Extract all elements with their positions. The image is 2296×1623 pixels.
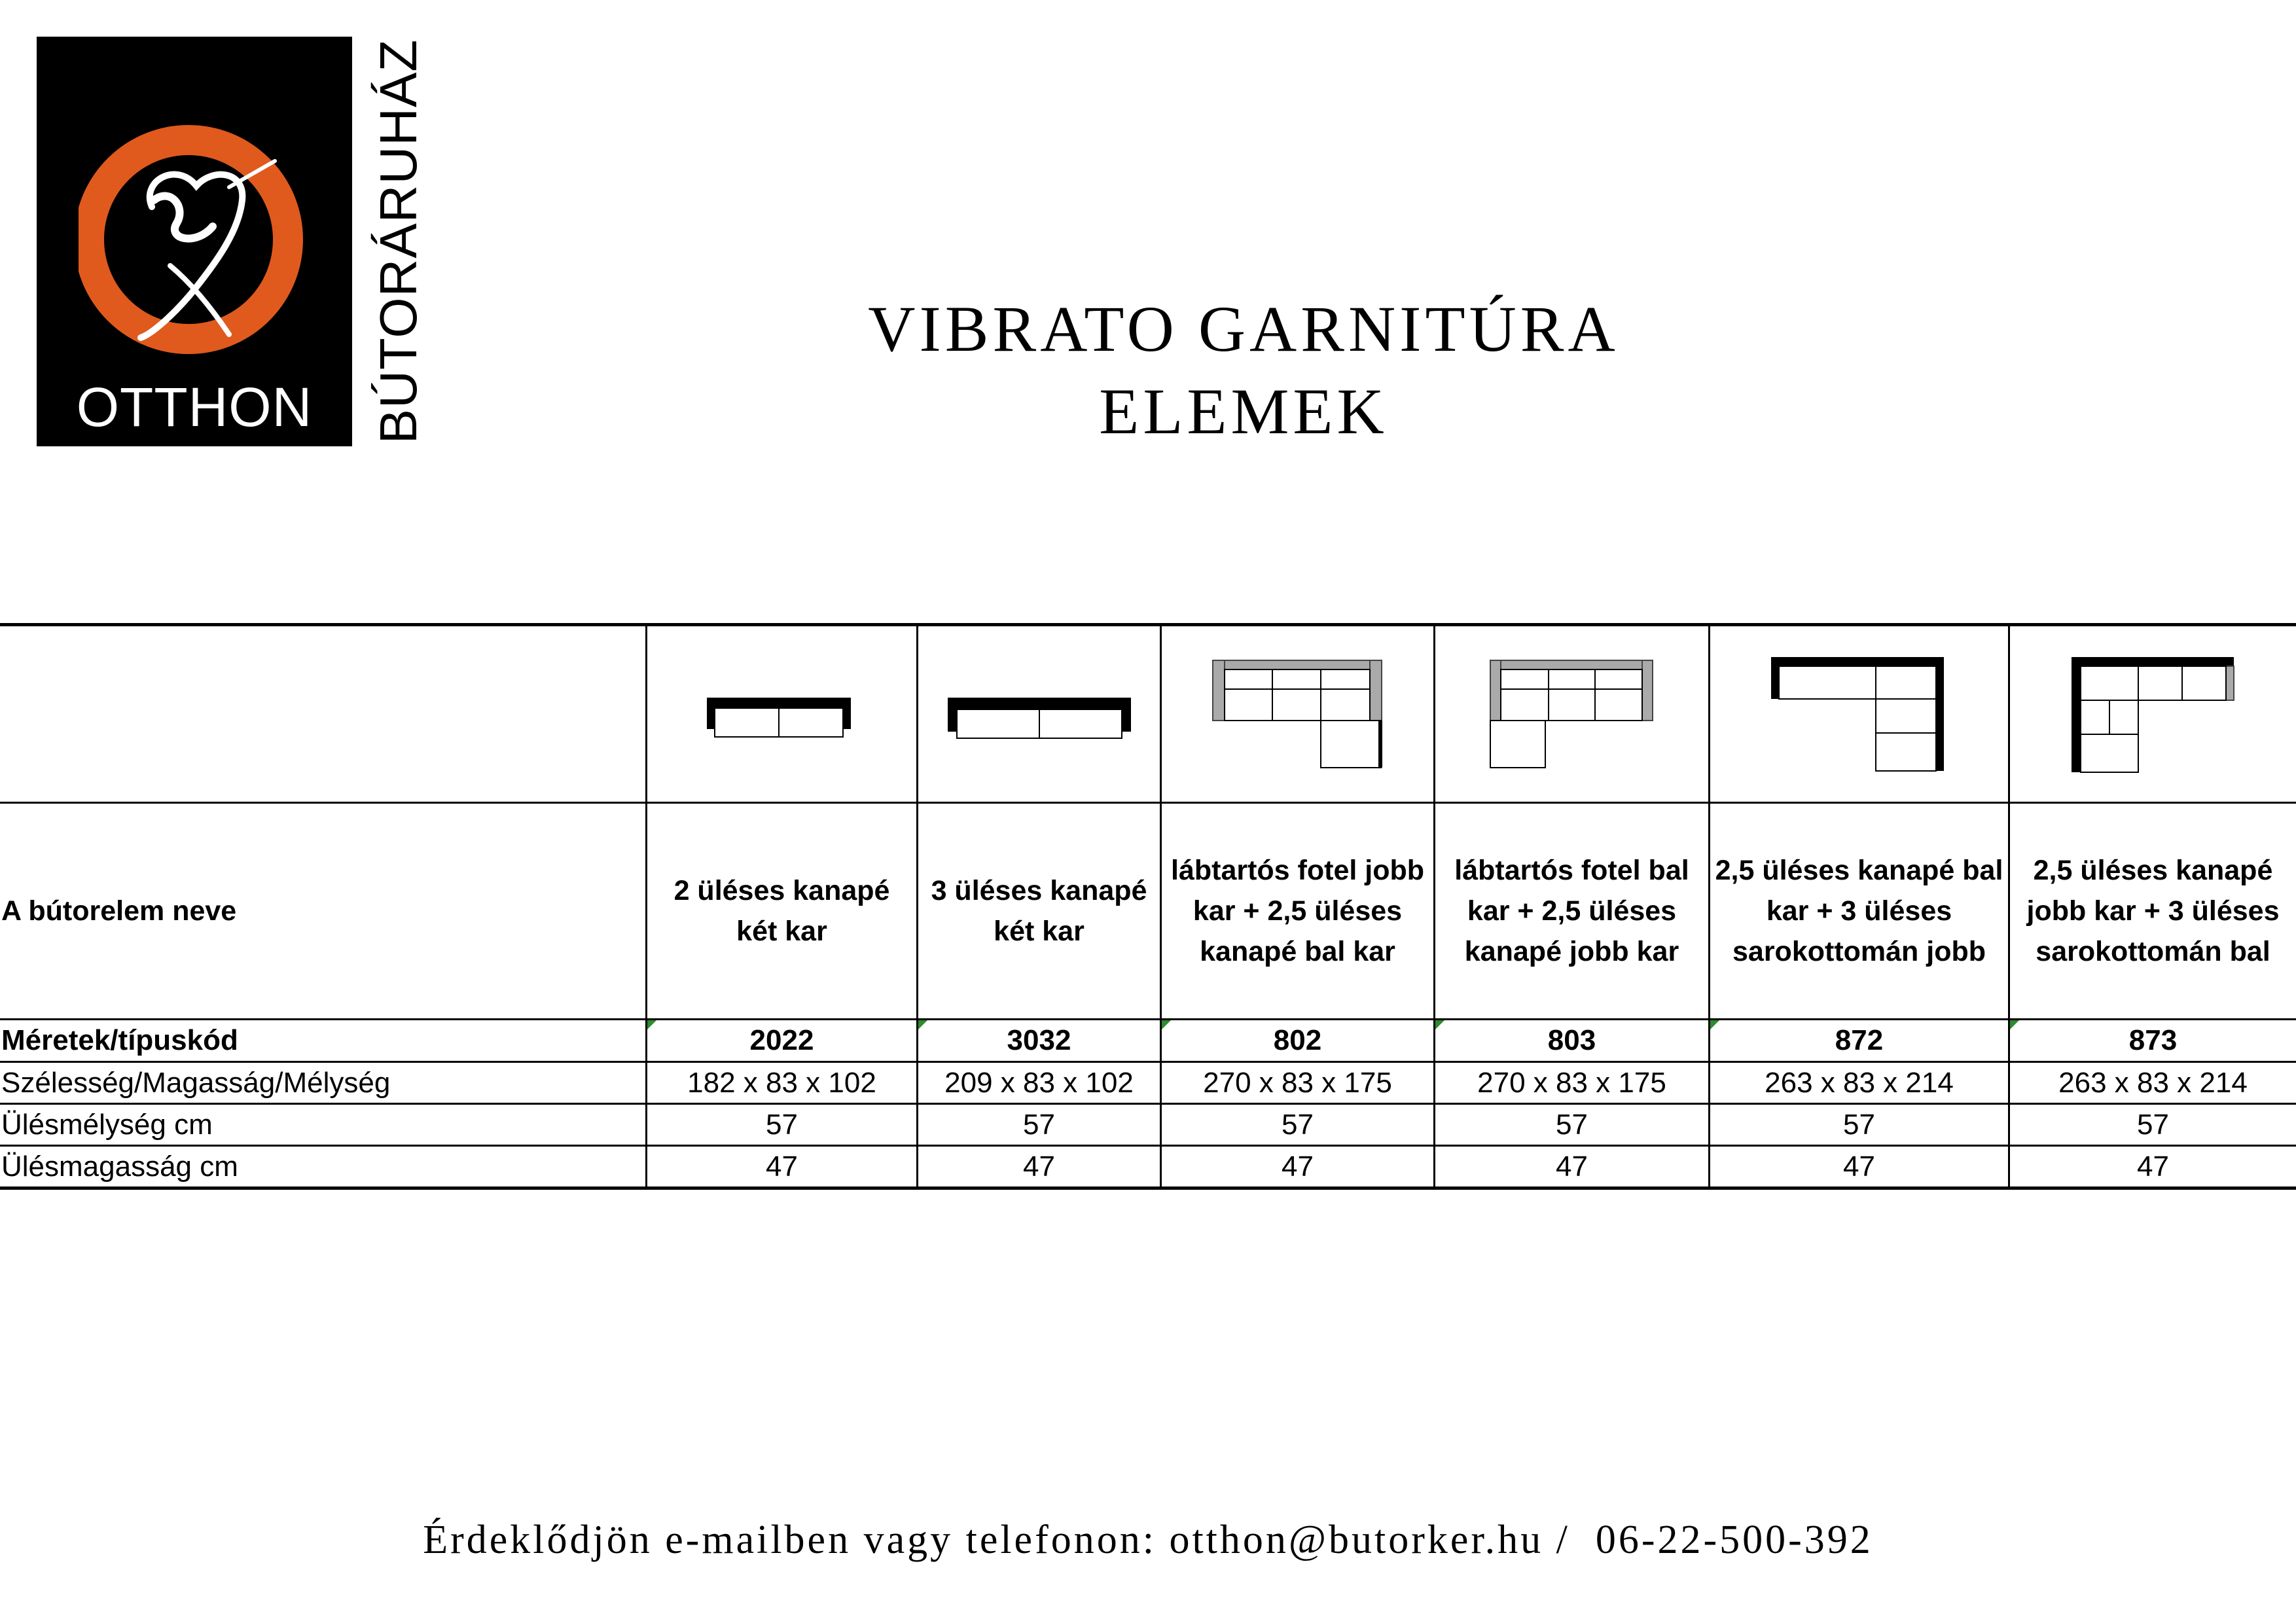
item-seat-height: 47 xyxy=(2137,1150,2169,1183)
comment-marker-icon xyxy=(1162,1020,1171,1029)
item-code: 803 xyxy=(1547,1024,1596,1056)
table-cell-value xyxy=(916,1147,1160,1186)
item-name: lábtartós fotel bal kar + 2,5 üléses kanapé jobb kar xyxy=(1454,855,1689,967)
table-cell-label xyxy=(0,804,645,1018)
item-code: 3032 xyxy=(1007,1024,1071,1056)
row-label-seat-depth: Ülésmélység cm xyxy=(1,1108,213,1141)
item-name: 3 üléses kanapé két kar xyxy=(931,875,1147,947)
item-seat-depth: 57 xyxy=(1282,1108,1314,1141)
item-seat-depth: 57 xyxy=(766,1108,798,1141)
item-seat-height: 47 xyxy=(766,1150,798,1183)
table-cell-name xyxy=(645,804,916,1018)
heart-circle-logo-icon xyxy=(79,109,314,370)
table-cell-name xyxy=(1708,804,2008,1018)
table-cell-name xyxy=(916,804,1160,1018)
item-dimensions: 270 x 83 x 175 xyxy=(1477,1066,1666,1099)
sofa-2-seat-icon xyxy=(704,685,861,743)
table-cell-value xyxy=(645,1105,916,1145)
corner-sofa-right-icon xyxy=(1768,652,1951,776)
table-cell-value xyxy=(1708,1063,2008,1103)
table-cell-value xyxy=(916,1063,1160,1103)
sofa-chaise-right-icon xyxy=(1210,655,1386,773)
item-dimensions: 263 x 83 x 214 xyxy=(2058,1066,2248,1099)
item-name: 2,5 üléses kanapé bal kar + 3 üléses sarokottomán jobb xyxy=(1715,855,2003,967)
table-row-images xyxy=(0,623,2296,804)
table-cell-label xyxy=(0,1063,645,1103)
sofa-3-seat-icon xyxy=(944,685,1134,743)
title-line-1: VIBRATO GARNITÚRA xyxy=(868,293,1619,365)
table-cell-name xyxy=(1433,804,1708,1018)
table-row-dimensions xyxy=(0,1063,2296,1105)
table-cell-value xyxy=(2008,1147,2296,1186)
logo-vertical-text xyxy=(369,37,427,446)
table-row-seat-height xyxy=(0,1147,2296,1190)
table-cell-name xyxy=(2008,804,2296,1018)
logo-vertical-label: BÚTORÁRUHÁZ xyxy=(369,39,427,444)
comment-marker-icon xyxy=(2010,1020,2019,1029)
table-cell-value xyxy=(1433,1147,1708,1186)
item-code: 2022 xyxy=(749,1024,814,1056)
item-code: 873 xyxy=(2128,1024,2178,1056)
item-code: 802 xyxy=(1273,1024,1322,1056)
table-cell-label xyxy=(0,1105,645,1145)
comment-marker-icon xyxy=(1435,1020,1444,1029)
spec-table xyxy=(0,623,2296,1190)
logo-brand-text: OTTHON xyxy=(76,376,313,438)
table-cell-name xyxy=(1160,804,1433,1018)
table-row-seat-depth xyxy=(0,1105,2296,1147)
table-cell-value xyxy=(1160,1147,1433,1186)
comment-marker-icon xyxy=(647,1020,656,1029)
table-cell-value xyxy=(1708,1147,2008,1186)
comment-marker-icon xyxy=(918,1020,927,1029)
title-line-2: ELEMEK xyxy=(1099,375,1388,448)
item-dimensions: 263 x 83 x 214 xyxy=(1765,1066,1954,1099)
sofa-chaise-left-icon xyxy=(1487,655,1657,773)
item-seat-depth: 57 xyxy=(1556,1108,1588,1141)
table-cell-value xyxy=(916,1105,1160,1145)
item-dimensions: 182 x 83 x 102 xyxy=(687,1066,876,1099)
item-code: 872 xyxy=(1835,1024,1884,1056)
contact-footer: Érdeklődjön e-mailben vagy telefonon: otthon@butorker.hu / 06-22-500-392 xyxy=(423,1518,1873,1562)
row-label-code: Méretek/típuskód xyxy=(1,1024,238,1056)
table-cell-label xyxy=(0,1020,645,1061)
table-cell-value xyxy=(645,1063,916,1103)
table-row-codes xyxy=(0,1020,2296,1063)
page-title xyxy=(720,288,1767,453)
table-cell-image xyxy=(645,626,916,802)
table-cell-image xyxy=(1433,626,1708,802)
item-seat-depth: 57 xyxy=(1843,1108,1875,1141)
item-name: 2,5 üléses kanapé jobb kar + 3 üléses sarokottomán bal xyxy=(2026,855,2280,967)
table-cell-value xyxy=(1433,1105,1708,1145)
item-seat-height: 47 xyxy=(1023,1150,1055,1183)
table-cell-code xyxy=(645,1020,916,1061)
name-header: A bútorelem neve xyxy=(1,895,237,927)
item-seat-depth: 57 xyxy=(2137,1108,2169,1141)
table-cell-image xyxy=(1708,626,2008,802)
table-cell-code xyxy=(1433,1020,1708,1061)
comment-marker-icon xyxy=(1710,1020,1719,1029)
table-cell-value xyxy=(1433,1063,1708,1103)
table-cell-value xyxy=(645,1147,916,1186)
row-label-seat-height: Ülésmagasság cm xyxy=(1,1150,238,1183)
table-cell-code xyxy=(2008,1020,2296,1061)
table-cell-value xyxy=(1160,1105,1433,1145)
corner-sofa-left-icon xyxy=(2068,652,2238,776)
table-cell-code xyxy=(1708,1020,2008,1061)
table-cell-value xyxy=(1160,1063,1433,1103)
table-row-names xyxy=(0,804,2296,1020)
table-cell-image xyxy=(1160,626,1433,802)
table-cell-code xyxy=(916,1020,1160,1061)
item-dimensions: 209 x 83 x 102 xyxy=(944,1066,1134,1099)
item-name: 2 üléses kanapé két kar xyxy=(673,875,890,947)
table-cell-value xyxy=(1708,1105,2008,1145)
table-cell-value xyxy=(2008,1063,2296,1103)
item-seat-depth: 57 xyxy=(1023,1108,1055,1141)
item-name: lábtartós fotel jobb kar + 2,5 üléses kanapé bal kar xyxy=(1171,855,1424,967)
item-seat-height: 47 xyxy=(1282,1150,1314,1183)
item-dimensions: 270 x 83 x 175 xyxy=(1203,1066,1392,1099)
table-cell-image xyxy=(2008,626,2296,802)
table-cell-image xyxy=(916,626,1160,802)
item-seat-height: 47 xyxy=(1843,1150,1875,1183)
logo xyxy=(37,37,352,446)
table-cell-empty xyxy=(0,626,645,802)
row-label-dimensions: Szélesség/Magasság/Mélység xyxy=(1,1066,391,1099)
table-cell-code xyxy=(1160,1020,1433,1061)
table-cell-label xyxy=(0,1147,645,1186)
table-cell-value xyxy=(2008,1105,2296,1145)
item-seat-height: 47 xyxy=(1556,1150,1588,1183)
